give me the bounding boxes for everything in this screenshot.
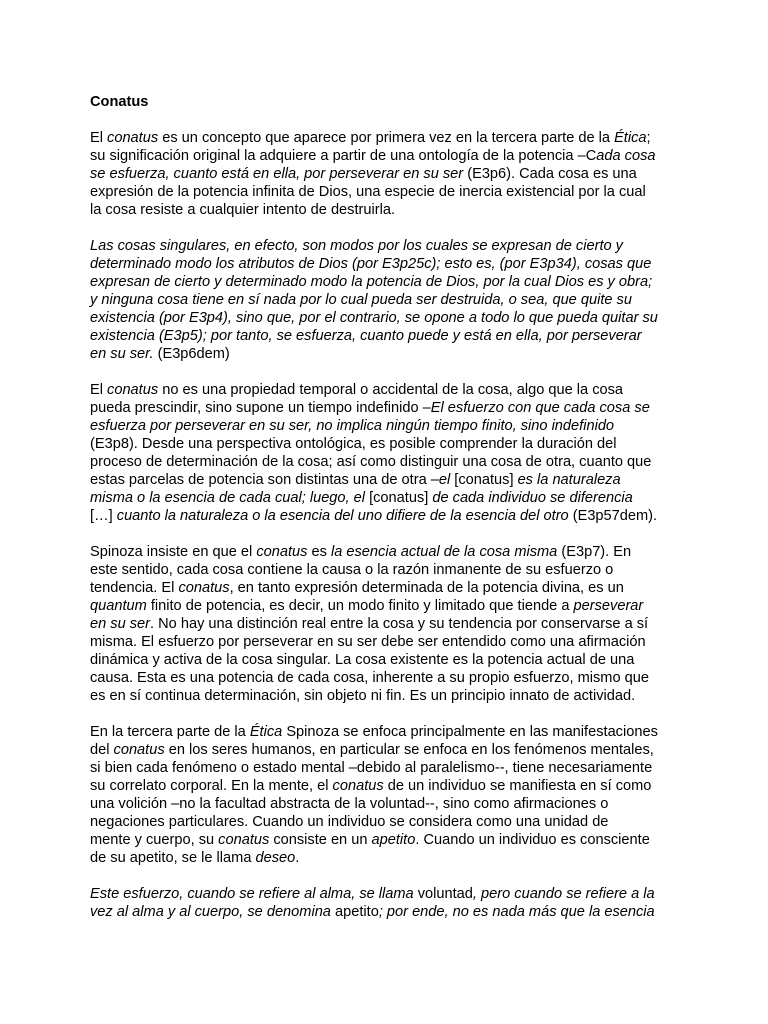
italic-run: el	[438, 472, 451, 488]
text-run: (E3p6). Cada cosa es una	[463, 166, 637, 182]
text-line	[90, 435, 690, 453]
italic-run: existencia (por E3p4), sino que, por el contrario, se opone a todo lo que pueda quitar su	[90, 310, 658, 326]
italic-run: misma o la esencia de cada cual; luego, el	[90, 490, 366, 506]
italic-run: Este esfuerzo, cuando se refiere al alma, se llama	[90, 886, 414, 902]
text-run: expresión de la potencia infinita de Dios, una especie de inercia existencial por la cual	[90, 184, 646, 200]
italic-run: cuanto la naturaleza o la esencia del uno difiere de la esencia del otro	[116, 508, 569, 524]
text-line	[90, 579, 690, 597]
italic-run: determinado modo los atributos de Dios (por E3p25c); esto es, (por E3p34), cosas que	[90, 256, 652, 272]
text-run: es	[307, 544, 331, 560]
italic-run: la esencia actual de la cosa misma	[330, 544, 558, 560]
text-line	[90, 183, 690, 201]
italic-run: conatus	[113, 742, 165, 758]
text-line	[90, 399, 690, 417]
italic-run: ; por ende, no es nada más que la esencia	[378, 904, 655, 920]
text-run: mente y cuerpo, su	[90, 832, 219, 848]
text-run: la cosa resiste a cualquier intento de destruirla.	[90, 202, 396, 218]
italic-run: El esfuerzo con que cada cosa se	[430, 400, 650, 416]
text-run: es en sí continua determinación, sin objeto ni fin. Es un principio innato de actividad.	[90, 688, 636, 704]
text-run: en los seres humanos, en particular se enfoca en los fenómenos mentales,	[164, 742, 654, 758]
text-run: […]	[90, 508, 117, 524]
text-run: Spinoza se enfoca principalmente en las manifestaciones	[282, 724, 658, 740]
italic-run: Las cosas singulares, en efecto, son modos por los cuales se expresan de cierto y	[90, 238, 623, 254]
text-line	[90, 255, 690, 273]
text-line	[90, 309, 690, 327]
text-line	[90, 597, 690, 615]
italic-run: de cada individuo se diferencia	[432, 490, 633, 506]
italic-run: conatus	[256, 544, 308, 560]
text-run: En la tercera parte de la	[90, 724, 250, 740]
text-line	[90, 453, 690, 471]
paragraph	[90, 129, 690, 219]
text-run: . No hay una distinción real entre la cosa y su tendencia por conservarse a sí	[150, 616, 649, 632]
italic-run: expresan de cierto y determinado modo la potencia de Dios, por la cual Dios es y obra;	[90, 274, 653, 290]
text-line	[90, 471, 690, 489]
document-page	[90, 93, 690, 939]
text-line	[90, 273, 690, 291]
text-run: de un individuo se manifiesta en sí como	[383, 778, 652, 794]
italic-run: quantum	[90, 598, 147, 614]
text-line	[90, 831, 690, 849]
text-line	[90, 201, 690, 219]
text-run: El	[90, 382, 108, 398]
text-run: [conatus]	[365, 490, 433, 506]
text-run: su significación original la adquiere a partir de una ontología de la potencia –C	[90, 148, 597, 164]
text-line	[90, 129, 690, 147]
text-line	[90, 759, 690, 777]
text-run: (E3p8). Desde una perspectiva ontológica, es posible comprender la duración del	[90, 436, 617, 452]
text-run: Spinoza insiste en que el	[90, 544, 257, 560]
italic-run: en su ser	[90, 616, 151, 632]
text-run: consiste en un	[269, 832, 372, 848]
text-run: voluntad	[413, 886, 473, 902]
text-line	[90, 543, 690, 561]
italic-run: Ética	[249, 724, 283, 740]
text-line	[90, 165, 690, 183]
italic-run: en su ser.	[90, 346, 154, 362]
text-run: negaciones particulares. Cuando un individuo se considera como una unidad de	[90, 814, 609, 830]
document-title: Conatus	[90, 94, 149, 110]
text-line	[90, 237, 690, 255]
text-run: misma. El esfuerzo por perseverar en su ser debe ser entendido como una afirmación	[90, 634, 646, 650]
text-run: [conatus]	[450, 472, 518, 488]
paragraph	[90, 723, 690, 867]
text-line	[90, 849, 690, 867]
italic-run: conatus	[178, 580, 230, 596]
text-run: (E3p7). En	[557, 544, 632, 560]
text-line	[90, 687, 690, 705]
text-run: apetito	[330, 904, 379, 920]
text-run: . Cuando un individuo es consciente	[415, 832, 650, 848]
text-run: pueda prescindir, sino supone un tiempo indefinido –	[90, 400, 431, 416]
text-line	[90, 741, 690, 759]
text-run: dinámica y activa de la cosa singular. La cosa existente es la potencia actual de una	[90, 652, 635, 668]
text-line	[90, 777, 690, 795]
text-run: .	[295, 850, 300, 866]
text-line	[90, 417, 690, 435]
italic-run: es la naturaleza	[517, 472, 621, 488]
text-line	[90, 651, 690, 669]
italic-run: y ninguna cosa tiene en sí nada por lo cual pueda ser destruida, o sea, que quite su	[90, 292, 632, 308]
text-run: de su apetito, se le llama	[90, 850, 256, 866]
text-line	[90, 795, 690, 813]
document-body	[90, 129, 690, 921]
text-line	[90, 489, 690, 507]
italic-run: existencia (E3p5); por tanto, se esfuerza, cuanto puede y está en ella, por perseverar	[90, 328, 642, 344]
text-line	[90, 147, 690, 165]
text-line	[90, 507, 690, 525]
paragraph	[90, 381, 690, 525]
text-line	[90, 291, 690, 309]
italic-run: conatus	[107, 130, 159, 146]
text-run: su correlato corporal. En la mente, el	[90, 778, 333, 794]
italic-run: esfuerza por perseverar en su ser, no implica ningún tiempo finito, sino indefinido	[90, 418, 615, 434]
text-line	[90, 327, 690, 345]
text-line	[90, 885, 690, 903]
italic-run: perseverar	[573, 598, 644, 614]
italic-run: conatus	[218, 832, 270, 848]
text-run: si bien cada fenómeno o estado mental –debido al paralelismo--, tiene necesariamente	[90, 760, 653, 776]
text-line	[90, 813, 690, 831]
italic-run: conatus	[107, 382, 159, 398]
text-line	[90, 345, 690, 363]
text-line	[90, 633, 690, 651]
paragraph	[90, 237, 690, 363]
text-run: una volición –no la facultad abstracta de la voluntad--, sino como afirmaciones o	[90, 796, 609, 812]
text-run: es un concepto que aparece por primera vez en la tercera parte de la	[158, 130, 615, 146]
text-run: ;	[646, 130, 651, 146]
italic-run: ada cosa	[596, 148, 656, 164]
italic-run: Ética	[614, 130, 647, 146]
text-run: El	[90, 130, 108, 146]
text-run: no es una propiedad temporal o accidental de la cosa, algo que la cosa	[158, 382, 624, 398]
text-line	[90, 561, 690, 579]
text-run: (E3p6dem)	[153, 346, 230, 362]
text-line	[90, 903, 690, 921]
paragraph	[90, 885, 690, 921]
text-run: finito de potencia, es decir, un modo finito y limitado que tiende a	[146, 598, 574, 614]
text-line	[90, 615, 690, 633]
text-run: estas parcelas de potencia son distintas una de otra –	[90, 472, 439, 488]
text-run: este sentido, cada cosa contiene la causa o la razón inmanente de su esfuerzo o	[90, 562, 614, 578]
text-run: causa. Esta es una potencia de cada cosa, inherente a su propio esfuerzo, mismo que	[90, 670, 649, 686]
text-run: del	[90, 742, 114, 758]
italic-run: deseo	[255, 850, 296, 866]
text-run: tendencia. El	[90, 580, 179, 596]
text-line	[90, 381, 690, 399]
text-run: , en tanto expresión determinada de la potencia divina, es un	[229, 580, 624, 596]
text-run: (E3p57dem).	[568, 508, 658, 524]
text-line	[90, 723, 690, 741]
italic-run: conatus	[332, 778, 384, 794]
italic-run: vez al alma y al cuerpo, se denomina	[90, 904, 331, 920]
italic-run: se esfuerza, cuanto está en ella, por perseverar en su ser	[90, 166, 464, 182]
paragraph	[90, 543, 690, 705]
text-run: proceso de determinación de la cosa; así como distinguir una cosa de otra, cuanto que	[90, 454, 652, 470]
italic-run: , pero cuando se refiere a la	[472, 886, 655, 902]
text-line	[90, 669, 690, 687]
italic-run: apetito	[371, 832, 416, 848]
